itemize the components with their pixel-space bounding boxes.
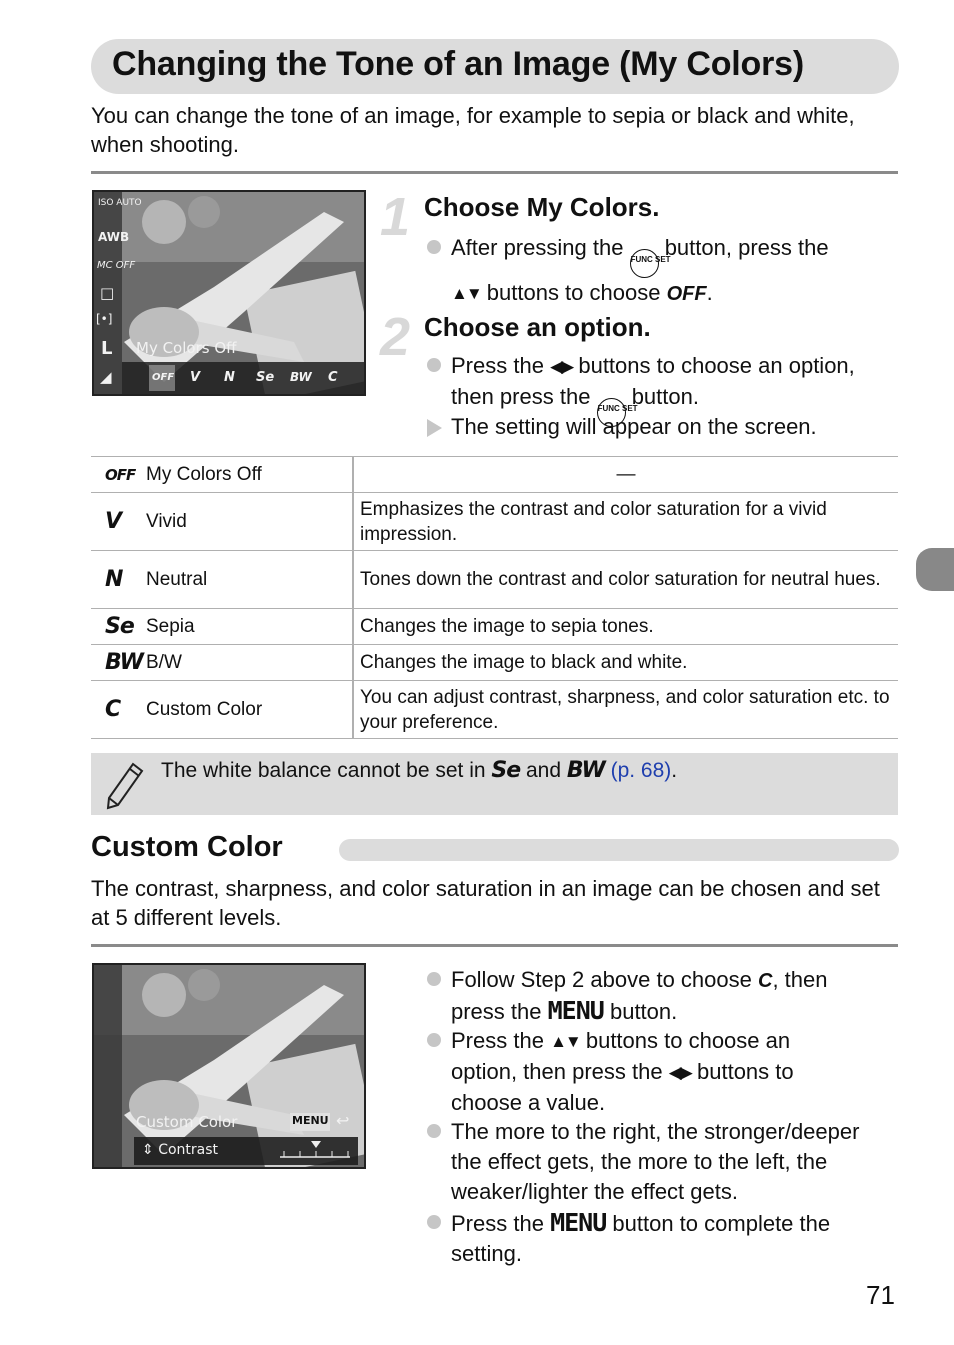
bullet-dot — [427, 972, 441, 986]
bullet-dot — [427, 358, 441, 372]
divider-custom — [91, 944, 898, 947]
custom-color-intro: The contrast, sharpness, and color saturation in an image can be chosen and set at 5 different levels. — [91, 876, 880, 930]
left-right-arrows-icon: ◀▶ — [550, 357, 573, 376]
menu-button-icon: MENU — [550, 1208, 607, 1237]
custom-bullet-1: Follow Step 2 above to choose C, then press the MENU button. — [427, 965, 897, 1027]
bottom-icon-custom: C — [328, 370, 338, 385]
intro-paragraph: You can change the tone of an image, for example to sepia or black and white, when shooting. — [91, 103, 855, 157]
table-row: Se Sepia Changes the image to sepia tones. — [91, 609, 898, 645]
table-row: BW B/W Changes the image to black and white. — [91, 645, 898, 681]
note-text: The white balance cannot be set in Se and BW (p. 68). — [161, 758, 678, 783]
bw-icon: BW — [105, 650, 143, 675]
step-1-bullet: After pressing the FUNC SET button, press the ▲▼ buttons to choose OFF. — [427, 233, 897, 295]
step-2-bullet-2: The setting will appear on the screen. — [427, 412, 897, 442]
bottom-icon-sepia: Se — [256, 370, 275, 385]
step-2-bullet-1: Press the ◀▶ buttons to choose an option, then press the FUNC SET button. — [427, 351, 897, 413]
page-number: 71 — [866, 1280, 895, 1310]
side-icon-metering: [•] — [96, 312, 113, 326]
custom-bullet-4: Press the MENU button to complete the setting. — [427, 1208, 897, 1270]
sepia-icon: Se — [491, 758, 521, 783]
my-colors-off-icon: OFF — [666, 283, 707, 305]
table-row: C Custom Color You can adjust contrast, sharpness, and color saturation etc. to your preference. — [91, 681, 898, 739]
page-title: Changing the Tone of an Image (My Colors) — [112, 45, 804, 83]
menu-badge: MENU — [292, 1114, 329, 1127]
custom-bullet-3: The more to the right, the stronger/deeper the effect gets, the more to the left, the weaker/lighter the effect gets. — [427, 1117, 897, 1209]
custom-bullet-2: Press the ▲▼ buttons to choose an option, then press the ◀▶ buttons to choose a value. — [427, 1026, 897, 1118]
step-1-number: 1 — [380, 187, 411, 247]
divider-top — [91, 171, 898, 174]
bullet-dot — [427, 1124, 441, 1138]
section-bar — [339, 839, 899, 861]
custom-color-heading: Custom Color — [91, 831, 283, 863]
custom-color-icon: C — [757, 970, 773, 992]
airplane-scene-image — [94, 965, 366, 1169]
table-row: OFF My Colors Off — — [91, 457, 898, 493]
step-1-heading: Choose My Colors. — [424, 192, 660, 222]
up-down-arrows-icon: ▲▼ — [550, 1032, 580, 1051]
neutral-icon: N — [105, 567, 123, 592]
side-icon-awb: AWB — [98, 230, 130, 244]
bottom-icon-off: OFF — [152, 372, 175, 383]
my-colors-table — [91, 456, 898, 739]
vivid-icon: V — [105, 509, 122, 534]
func-set-button-icon: FUNC SET — [630, 249, 659, 278]
airplane-scene-image — [94, 192, 366, 396]
left-right-arrows-icon: ◀▶ — [668, 1063, 691, 1082]
chapter-side-tab — [916, 548, 954, 591]
page-link[interactable]: (p. 68) — [610, 759, 672, 782]
bottom-icon-neutral: N — [224, 370, 235, 385]
bw-icon: BW — [566, 758, 605, 783]
step-2-heading: Choose an option. — [424, 312, 651, 342]
step-2-number: 2 — [380, 307, 411, 367]
bottom-icon-bw: BW — [290, 370, 312, 384]
screen-label-custom-color: Custom Color — [136, 1113, 238, 1131]
camera-screen-custom-color — [92, 963, 366, 1169]
pencil-icon — [105, 761, 145, 811]
screen-sub-label-contrast: ⇕ Contrast — [142, 1142, 219, 1158]
side-icon-quality: ◢ — [100, 368, 112, 386]
side-icon-size: L — [101, 338, 113, 359]
my-colors-off-icon: OFF — [105, 465, 136, 484]
bullet-dot — [427, 240, 441, 254]
bullet-dot — [427, 1033, 441, 1047]
bullet-dot — [427, 1215, 441, 1229]
bottom-icon-vivid: V — [190, 370, 201, 385]
menu-button-icon: MENU — [547, 996, 604, 1025]
up-down-arrows-icon: ▲▼ — [451, 284, 481, 303]
camera-screen-my-colors — [92, 190, 366, 396]
func-set-button-icon: FUNC SET — [597, 398, 626, 427]
custom-color-icon: C — [105, 697, 121, 722]
screen-label-my-colors-off: My Colors Off — [136, 339, 237, 357]
result-triangle-icon — [427, 419, 442, 437]
sepia-icon: Se — [105, 614, 134, 639]
return-icon: ↩ — [336, 1111, 350, 1130]
table-row: N Neutral Tones down the contrast and color saturation for neutral hues. — [91, 551, 898, 609]
side-icon-my-colors: MC OFF — [97, 260, 136, 271]
side-icon-iso: ISO AUTO — [98, 198, 142, 208]
side-icon-frame: □ — [100, 284, 115, 302]
table-row: V Vivid Emphasizes the contrast and color saturation for a vivid impression. — [91, 493, 898, 551]
